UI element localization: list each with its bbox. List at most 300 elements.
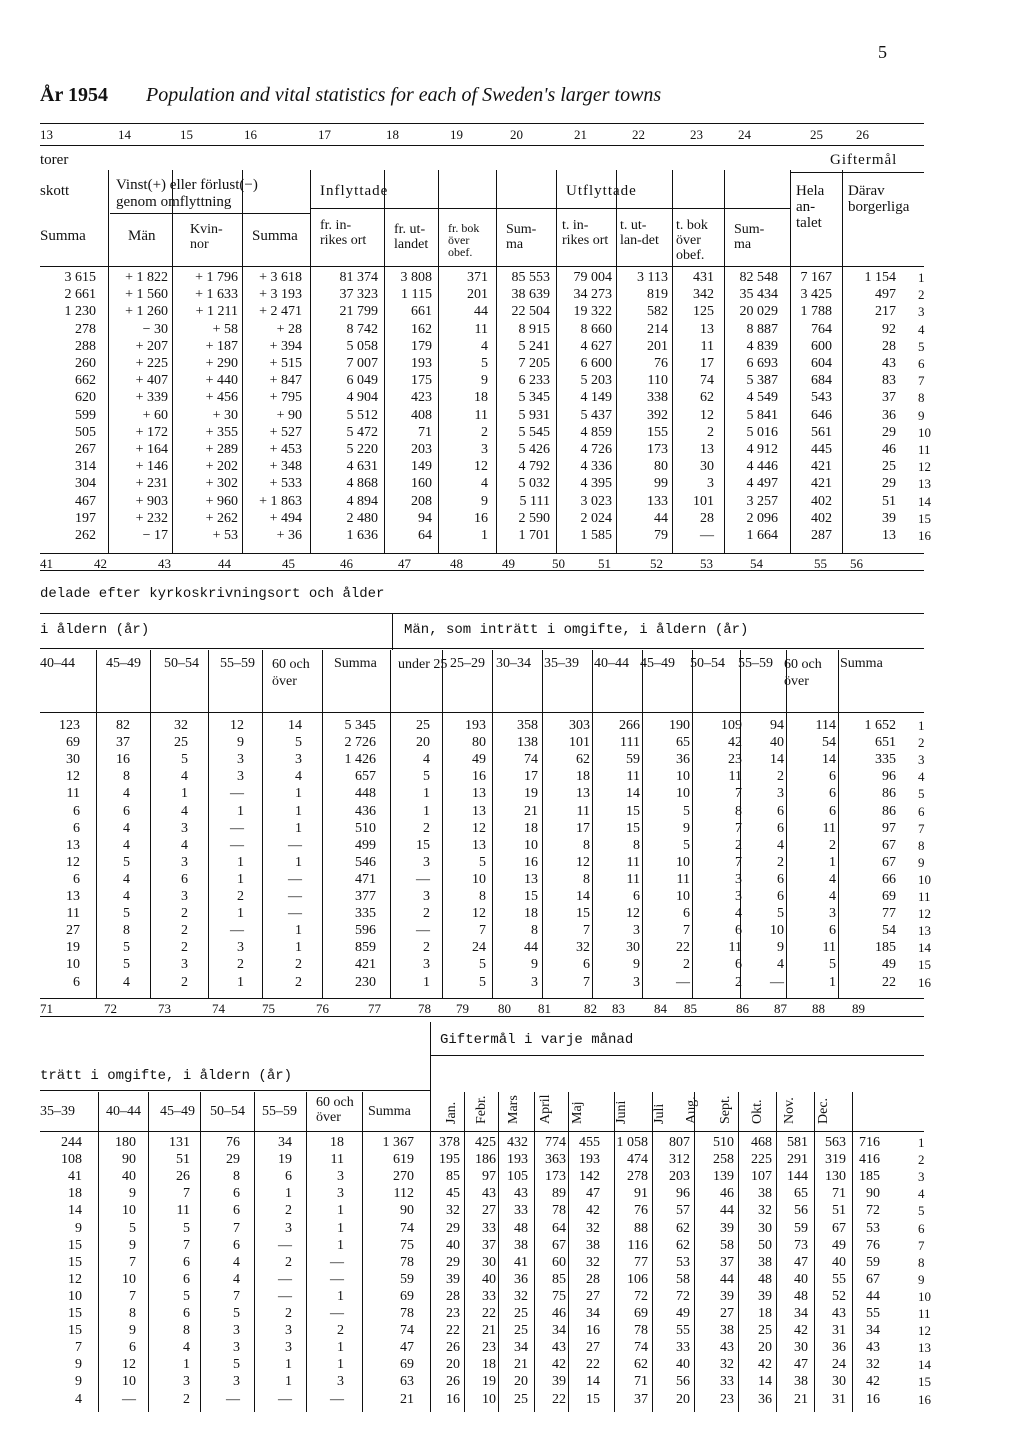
table-cell: 5 [123, 906, 130, 922]
table-cell: 2 [707, 424, 714, 440]
table-cell: 5 [479, 957, 486, 973]
table-cell: + 232 [135, 510, 168, 526]
column-header: 40–44 [106, 1104, 141, 1119]
header-inflyttade: Inflyttade [320, 183, 389, 199]
table-cell: 5 032 [518, 476, 550, 492]
table-cell: 67 [866, 1271, 880, 1287]
column-header: 55–59 [220, 656, 255, 671]
table-cell: 57 [676, 1203, 690, 1219]
table-cell: 1 [337, 1288, 344, 1304]
header-summa4 [734, 222, 778, 252]
header-fr-bok-text: fr. bok över obef. [448, 221, 480, 259]
table-cell: 85 553 [511, 270, 550, 285]
table-cell: 5 345 [518, 390, 550, 406]
table-cell: 6 [633, 889, 640, 904]
table-cell: 4 912 [746, 442, 778, 457]
table-cell: 448 [355, 786, 376, 802]
table-cell: 288 [75, 338, 96, 354]
table-cell: 46 [720, 1186, 734, 1202]
table-row [0, 356, 1024, 372]
table-cell: 3 [181, 820, 188, 836]
table-cell: 76 [654, 356, 668, 371]
table-cell: 8 [633, 837, 640, 853]
table-cell: 3 [237, 752, 244, 768]
table-cell: 30 [758, 1220, 772, 1236]
table-cell: + 847 [269, 373, 302, 389]
table-cell: 193 [411, 356, 432, 371]
table-cell: 11 [822, 940, 836, 956]
table-cell: + 3 618 [259, 270, 302, 285]
table-cell: 11 [626, 769, 640, 785]
table-cell: — [278, 1391, 292, 1407]
table-cell: 12 [474, 459, 488, 475]
table-cell: 71 [634, 1374, 648, 1390]
table-cell: 3 [285, 1220, 292, 1236]
table-cell: 4 [123, 837, 130, 853]
table-cell: 1 058 [616, 1135, 648, 1150]
table-cell: 123 [59, 718, 80, 733]
row-number: 11 [918, 1306, 931, 1321]
table-cell: 716 [859, 1135, 880, 1150]
table-cell: 15 [68, 1306, 82, 1321]
table-cell: 37 [116, 735, 130, 751]
table-cell: 4 [829, 889, 836, 904]
table-cell: 26 [446, 1340, 460, 1356]
table-cell: 1 [829, 854, 836, 870]
table-cell: 16 [524, 854, 538, 870]
table-cell: 3 [777, 786, 784, 802]
table-row [0, 1169, 1024, 1185]
table-cell: — [278, 1237, 292, 1253]
table-cell: 64 [552, 1220, 566, 1236]
table-cell: 34 [794, 1306, 808, 1321]
table-cell: 16 [446, 1391, 460, 1407]
table-cell: + 225 [135, 356, 168, 371]
table-cell: 1 664 [746, 528, 778, 543]
table-cell: 5 [479, 974, 486, 990]
column-number: 21 [574, 127, 587, 142]
table-cell: 22 504 [511, 304, 550, 320]
table-cell: 6 [73, 974, 80, 990]
table-cell: 142 [579, 1169, 600, 1185]
table-cell: 74 [634, 1340, 648, 1356]
table-cell: 3 [181, 889, 188, 904]
table-cell: 101 [569, 735, 590, 751]
row-number: 5 [918, 338, 925, 354]
table-cell: 59 [866, 1254, 880, 1270]
table-cell: 173 [647, 442, 668, 457]
table-cell: 20 [758, 1340, 772, 1356]
month-header: Aug. [684, 1096, 699, 1124]
table-cell: 6 [73, 803, 80, 819]
table-cell: 445 [811, 442, 832, 457]
table-cell: + 394 [269, 338, 302, 354]
table-cell: 15 [586, 1391, 600, 1407]
table-cell: + 58 [212, 321, 238, 337]
table-cell: 4 [123, 889, 130, 904]
table-cell: 21 [524, 803, 538, 819]
table-cell: 77 [882, 906, 896, 922]
table-cell: 6 [285, 1169, 292, 1185]
table-cell: 2 [295, 957, 302, 973]
table-cell: 4 [75, 1391, 82, 1407]
table-cell: + 494 [269, 510, 302, 526]
header-kvinnor [190, 222, 240, 252]
bottom-column-number: 72 [104, 1001, 117, 1016]
table-cell: 66 [882, 871, 896, 887]
row-number: 16 [918, 974, 931, 990]
table-cell: 1 [237, 871, 244, 887]
table-cell: 33 [720, 1374, 734, 1390]
table-cell: + 289 [205, 442, 238, 457]
table-cell: 661 [411, 304, 432, 320]
table-cell: 51 [176, 1152, 190, 1168]
table-cell: 314 [75, 459, 96, 475]
table-cell: 30 [700, 459, 714, 475]
table-cell: 30 [482, 1254, 496, 1270]
table-cell: 88 [634, 1220, 648, 1236]
table-row [0, 1238, 1024, 1254]
header-t-utlandet [620, 218, 664, 248]
table-cell: 260 [75, 356, 96, 371]
table-cell: 12 [700, 407, 714, 423]
table-cell: 4 868 [346, 476, 378, 492]
table-cell: 1 [285, 1186, 292, 1202]
table-cell: 4 446 [746, 459, 778, 475]
table-cell: 14 [576, 889, 590, 904]
table-cell: 7 007 [346, 356, 378, 371]
table-cell: 421 [355, 957, 376, 973]
table-cell: 131 [169, 1135, 190, 1150]
table-cell: 82 548 [739, 270, 778, 285]
table-cell: 82 [116, 718, 130, 733]
table-cell: 335 [875, 752, 896, 768]
table-cell: 6 [233, 1203, 240, 1219]
table-cell: 5 387 [746, 373, 778, 389]
table-cell: 21 799 [339, 304, 378, 320]
table-cell: 30 [626, 940, 640, 956]
table-cell: 14 [758, 1374, 772, 1390]
row-number: 10 [918, 424, 931, 440]
table-cell: 2 [777, 854, 784, 870]
table-row [0, 1357, 1024, 1373]
table-cell: 5 [123, 940, 130, 956]
month-header: Dec. [816, 1097, 831, 1124]
table-cell: 266 [619, 718, 640, 733]
row-number: 9 [918, 407, 925, 423]
table-cell: 173 [545, 1169, 566, 1185]
table-cell: 34 [552, 1323, 566, 1339]
table-cell: + 53 [212, 528, 238, 543]
table-cell: 42 [728, 735, 742, 751]
table-cell: 12 [576, 854, 590, 870]
table-cell: 3 808 [400, 270, 432, 285]
table-cell: 76 [866, 1237, 880, 1253]
table-cell: — [330, 1271, 344, 1287]
column-header: Summa [368, 1104, 411, 1119]
table-cell: 1 [285, 1374, 292, 1390]
table-cell: 43 [514, 1186, 528, 1202]
table-row [0, 786, 1024, 802]
table-cell: + 90 [276, 407, 302, 423]
table-cell: 4 [481, 338, 488, 354]
table-cell: 7 [75, 1340, 82, 1356]
table-row [0, 1323, 1024, 1339]
table-cell: 37 323 [339, 287, 378, 303]
table-cell: 33 [676, 1340, 690, 1356]
table-cell: 42 [866, 1374, 880, 1390]
header-summa: Summa [40, 228, 86, 244]
bottom-column-number: 79 [456, 1001, 469, 1016]
table-cell: 4 395 [580, 476, 612, 492]
table-cell: 600 [811, 338, 832, 354]
table-cell: 18 [524, 906, 538, 922]
month-header: Okt. [750, 1099, 765, 1124]
table-cell: 23 [482, 1340, 496, 1356]
table-cell: 6 [181, 871, 188, 887]
table-cell: 4 [123, 974, 130, 990]
table-row [0, 940, 1024, 956]
table-cell: 44 [720, 1203, 734, 1219]
header-fr-utlandet-text: fr. ut-landet [394, 222, 429, 252]
table-cell: 193 [465, 718, 486, 733]
table-cell: 3 [237, 769, 244, 785]
table-cell: 47 [794, 1254, 808, 1270]
table-cell: 1 [423, 974, 430, 990]
table-cell: 468 [751, 1135, 772, 1150]
table-cell: + 30 [212, 407, 238, 423]
table-cell: 4 [181, 837, 188, 853]
table-cell: 4 [423, 752, 430, 768]
table-cell: 62 [676, 1220, 690, 1236]
table-cell: 5 [183, 1220, 190, 1236]
row-number: 14 [918, 493, 931, 509]
table-cell: + 453 [269, 442, 302, 457]
table-cell: 195 [439, 1152, 460, 1168]
table-cell: 8 [583, 837, 590, 853]
table-cell: 40 [832, 1254, 846, 1270]
table-cell: 83 [882, 373, 896, 389]
column-header: 45–49 [106, 656, 141, 671]
table-cell: 3 [829, 906, 836, 922]
table-cell: 8 660 [580, 321, 612, 337]
bottom-column-number: 74 [212, 1001, 225, 1016]
row-number: 9 [918, 854, 925, 870]
column-header: 50–54 [210, 1104, 245, 1119]
table-cell: 44 [474, 304, 488, 320]
column-number: 25 [810, 127, 823, 142]
bottom-column-number: 41 [40, 556, 53, 571]
table-cell: 7 [183, 1186, 190, 1202]
table-cell: 1 154 [864, 270, 896, 285]
table-cell: 40 [794, 1271, 808, 1287]
table-cell: 8 [735, 803, 742, 819]
table-cell: 5 931 [518, 407, 550, 423]
table-row [0, 528, 1024, 544]
month-header: Sept. [718, 1095, 733, 1124]
table-cell: 40 [482, 1271, 496, 1287]
table-cell: — [278, 1271, 292, 1287]
table-cell: 81 374 [339, 270, 378, 285]
table-cell: 26 [176, 1169, 190, 1185]
table-row [0, 425, 1024, 441]
table-cell: 6 693 [746, 356, 778, 371]
bottom-column-number: 51 [598, 556, 611, 571]
table-cell: 32 [586, 1254, 600, 1270]
row-number: 1 [918, 718, 925, 733]
table-cell: 15 [68, 1254, 82, 1270]
table-row [0, 304, 1024, 320]
row-number: 13 [918, 476, 931, 492]
header-t-bok-text: t. bok över obef. [676, 218, 708, 263]
table-cell: 421 [811, 476, 832, 492]
table-cell: 8 [123, 923, 130, 939]
table-cell: 67 [832, 1220, 846, 1236]
table-cell: + 2 471 [259, 304, 302, 320]
table-cell: 7 205 [518, 356, 550, 371]
table-cell: 8 [583, 871, 590, 887]
table-cell: 1 [337, 1203, 344, 1219]
table-cell: 55 [832, 1271, 846, 1287]
table-cell: 4 149 [580, 390, 612, 406]
table-cell: 29 [226, 1152, 240, 1168]
table-cell: 497 [875, 287, 896, 303]
table-cell: 431 [693, 270, 714, 285]
table-cell: 74 [400, 1323, 414, 1339]
table-cell: 3 023 [580, 493, 612, 509]
column-number: 24 [738, 127, 751, 142]
table-cell: 8 915 [518, 321, 550, 337]
table-cell: 499 [355, 837, 376, 853]
table-cell: 48 [758, 1271, 772, 1287]
table-cell: 14 [626, 786, 640, 802]
table-cell: 421 [811, 459, 832, 475]
table-row [0, 1289, 1024, 1305]
table-row [0, 735, 1024, 751]
table-cell: 21 [514, 1357, 528, 1373]
column-header: 30–34 [496, 656, 531, 671]
table-cell: + 533 [269, 476, 302, 492]
table-cell: 74 [700, 373, 714, 389]
header-summa2: Summa [252, 228, 298, 244]
table-cell: 21 [400, 1391, 414, 1407]
table-cell: 38 [586, 1237, 600, 1253]
table-cell: 5 512 [346, 407, 378, 423]
table-cell: 42 [552, 1357, 566, 1373]
table-row [0, 957, 1024, 973]
column-header: 60 och över [784, 657, 822, 689]
table-row [0, 855, 1024, 871]
table-row [0, 476, 1024, 492]
table-cell: 47 [400, 1340, 414, 1356]
table-cell: 2 [285, 1254, 292, 1270]
table-cell: 4 [123, 786, 130, 802]
table-cell: 18 [524, 820, 538, 836]
table-cell: 180 [115, 1135, 136, 1150]
column-header: 35–39 [544, 656, 579, 671]
table-cell: + 172 [135, 424, 168, 440]
table-cell: 5 [829, 957, 836, 973]
table-cell: 4 497 [746, 476, 778, 492]
table-cell: 99 [654, 476, 668, 492]
row-number: 14 [918, 1357, 931, 1373]
table-cell: 1 [423, 786, 430, 802]
table-cell: 1 [337, 1237, 344, 1253]
table-cell: 45 [446, 1186, 460, 1202]
table-cell: 3 [295, 752, 302, 768]
table-cell: 86 [882, 803, 896, 819]
table-cell: 3 [735, 889, 742, 904]
header-fr-inrikes-text: fr. in-rikes ort [320, 218, 367, 248]
table-cell: 244 [61, 1135, 82, 1150]
table-cell: 319 [825, 1152, 846, 1168]
table-cell: 133 [647, 493, 668, 509]
table-cell: 31 [832, 1323, 846, 1339]
table-cell: 14 [586, 1374, 600, 1390]
table-cell: 14 [822, 752, 836, 768]
row-number: 13 [918, 1340, 931, 1356]
row-number: 12 [918, 1323, 931, 1339]
table-cell: 41 [514, 1254, 528, 1270]
table-cell: 73 [794, 1237, 808, 1253]
table-cell: 1 [295, 786, 302, 802]
table-cell: 12 [472, 820, 486, 836]
column-header: 45–49 [160, 1104, 195, 1119]
table-cell: 7 [735, 854, 742, 870]
table-cell: 5 [129, 1220, 136, 1236]
table-cell: 6 [735, 957, 742, 973]
table-cell: + 60 [142, 407, 168, 423]
table-cell: 657 [355, 769, 376, 785]
table-cell: 6 [583, 957, 590, 973]
bottom-column-number: 86 [736, 1001, 749, 1016]
table-cell: 65 [676, 735, 690, 751]
table-row [0, 838, 1024, 854]
table-cell: 32 [720, 1357, 734, 1373]
table-cell: 22 [676, 940, 690, 956]
table-cell: 43 [832, 1306, 846, 1321]
table-cell: 15 [626, 820, 640, 836]
table-cell: 4 792 [518, 459, 550, 475]
table-cell: 563 [825, 1135, 846, 1150]
table-cell: 6 [183, 1306, 190, 1321]
table-cell: 13 [524, 871, 538, 887]
bottom-column-number: 55 [814, 556, 827, 571]
table-cell: 1 367 [382, 1135, 414, 1150]
table-cell: 6 [829, 769, 836, 785]
table-cell: 10 [122, 1203, 136, 1219]
table-cell: 38 639 [511, 287, 550, 303]
table-cell: — [230, 837, 244, 853]
table-cell: 25 [514, 1306, 528, 1321]
table-cell: 1 [237, 854, 244, 870]
table-cell: 14 [770, 752, 784, 768]
table-cell: 12 [66, 769, 80, 785]
header-summa3-text: Sum-ma [506, 222, 537, 252]
column-header: 25–29 [450, 656, 485, 671]
header-t-inrikes [562, 218, 612, 248]
table-cell: — [230, 820, 244, 836]
table-cell: + 1 633 [195, 287, 238, 303]
table-cell: 5 220 [346, 442, 378, 457]
bottom-column-number: 87 [774, 1001, 787, 1016]
table-cell: 3 113 [637, 270, 668, 285]
table-cell: 49 [832, 1237, 846, 1253]
table-cell: 3 [181, 957, 188, 973]
table-cell: 10 [122, 1271, 136, 1287]
table-cell: 90 [400, 1203, 414, 1219]
table-cell: 39 [446, 1271, 460, 1287]
